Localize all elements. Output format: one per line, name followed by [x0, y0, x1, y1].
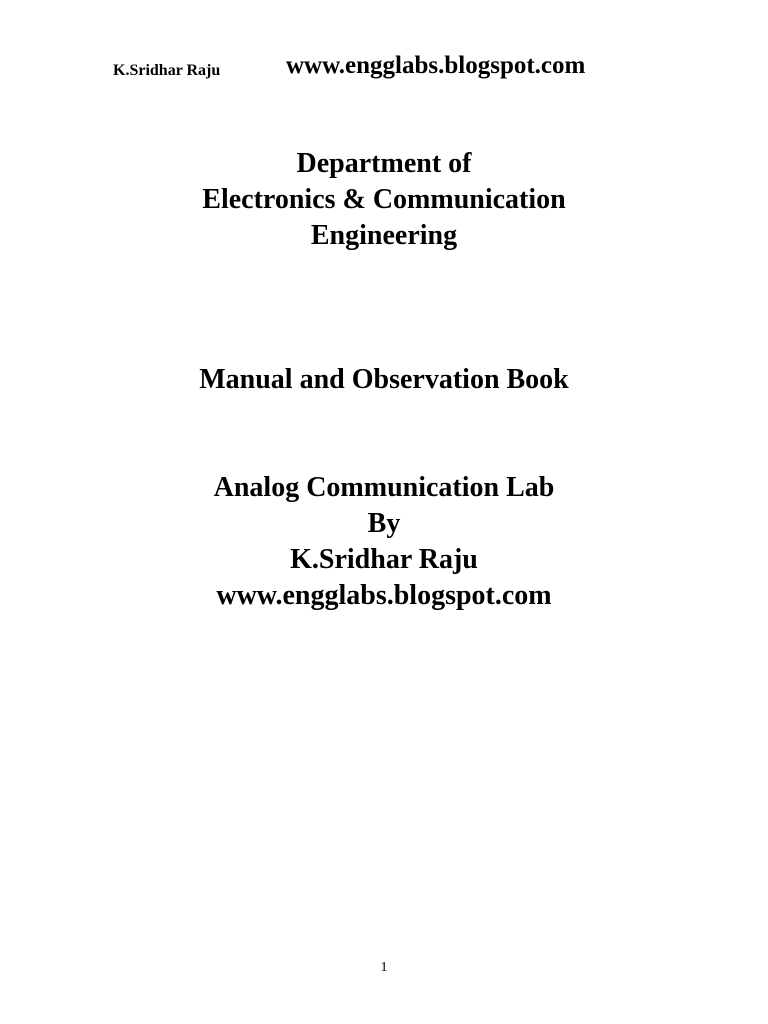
lab-block — [0, 470, 768, 614]
header-url: www.engglabs.blogspot.com — [286, 52, 586, 79]
department-line-2: Electronics & Communication — [202, 184, 566, 215]
department-line-3: Engineering — [310, 220, 458, 251]
lab-by: By — [367, 508, 401, 539]
manual-title — [0, 362, 768, 398]
lab-title: Analog Communication Lab — [213, 472, 555, 503]
header-author: K.Sridhar Raju — [113, 62, 221, 79]
department-line-1: Department of — [296, 148, 472, 179]
department-heading — [0, 146, 768, 254]
page-number: 1 — [380, 960, 388, 975]
lab-author: K.Sridhar Raju — [290, 544, 478, 575]
lab-url: www.engglabs.blogspot.com — [216, 580, 552, 611]
manual-title-text: Manual and Observation Book — [199, 364, 569, 395]
page-header — [0, 52, 768, 84]
